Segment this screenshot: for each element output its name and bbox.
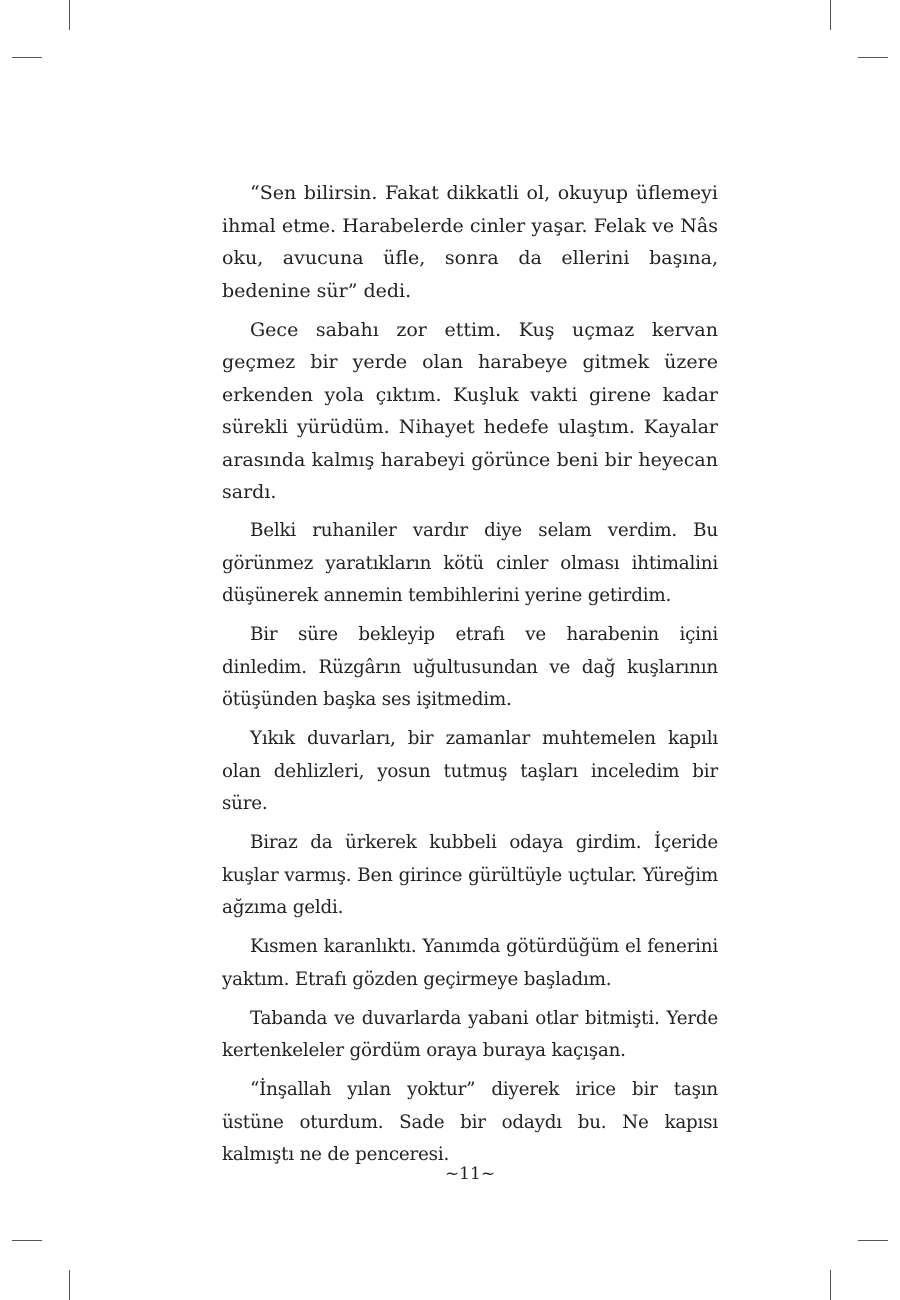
crop-mark-top-left-horizontal: [12, 57, 42, 58]
crop-mark-bottom-left-horizontal: [12, 1240, 42, 1241]
paragraph: Tabanda ve duvarlarda yabani otlar bitmişti. Yerde kertenkeleler gördüm oraya buraya kaçışan.: [222, 1007, 718, 1061]
page-number: ~11~: [444, 1164, 496, 1184]
crop-mark-top-left-vertical: [69, 0, 70, 30]
crop-mark-top-right-vertical: [830, 0, 831, 30]
crop-mark-bottom-left-vertical: [69, 1270, 70, 1300]
paragraph: Belki ruhaniler vardır diye selam verdim. Bu görünmez yaratıkların kötü cinler olması ihtimalini düşünerek annemin tembihlerini yerine getirdim.: [222, 520, 718, 606]
paragraph: Gece sabahı zor ettim. Kuş uçmaz kervan geçmez bir yerde olan harabeye gitmek üzere erkenden yola çıktım. Kuşluk vakti girene kadar sürekli yürüdüm. Nihayet hedefe ulaştım. Kayalar arasında kalmış harabeyi görünce beni bir heyecan sardı.: [222, 318, 718, 503]
paragraph: Kısmen karanlıktı. Yanımda götürdüğüm el fenerini yaktım. Etrafı gözden geçirmeye başladım.: [222, 936, 718, 990]
paragraph: Biraz da ürkerek kubbeli odaya girdim. İçeride kuşlar varmış. Ben girince gürültüyle uçtular. Yüreğim ağzıma geldi.: [222, 832, 718, 918]
crop-mark-bottom-right-vertical: [830, 1270, 831, 1300]
crop-mark-top-right-horizontal: [858, 57, 888, 58]
body-text: [222, 177, 718, 1178]
paragraph: “Sen bilirsin. Fakat dikkatli ol, okuyup üflemeyi ihmal etme. Harabelerde cinler yaşar. Felak ve Nâs oku, avucuna üfle, sonra da ellerini başına, bedenine sür” dedi.: [222, 182, 718, 302]
paragraph: Bir süre bekleyip etrafı ve harabenin içini dinledim. Rüzgârın uğultusundan ve dağ kuşlarının ötüşünden başka ses işitmedim.: [222, 624, 718, 710]
paragraph: “İnşallah yılan yoktur” diyerek irice bir taşın üstüne oturdum. Sade bir odaydı bu. Ne kapısı kalmıştı ne de penceresi.: [222, 1079, 718, 1165]
paragraph: Yıkık duvarları, bir zamanlar muhtemelen kapılı olan dehlizleri, yosun tutmuş taşları inceledim bir süre.: [222, 728, 718, 814]
crop-mark-bottom-right-horizontal: [858, 1240, 888, 1241]
